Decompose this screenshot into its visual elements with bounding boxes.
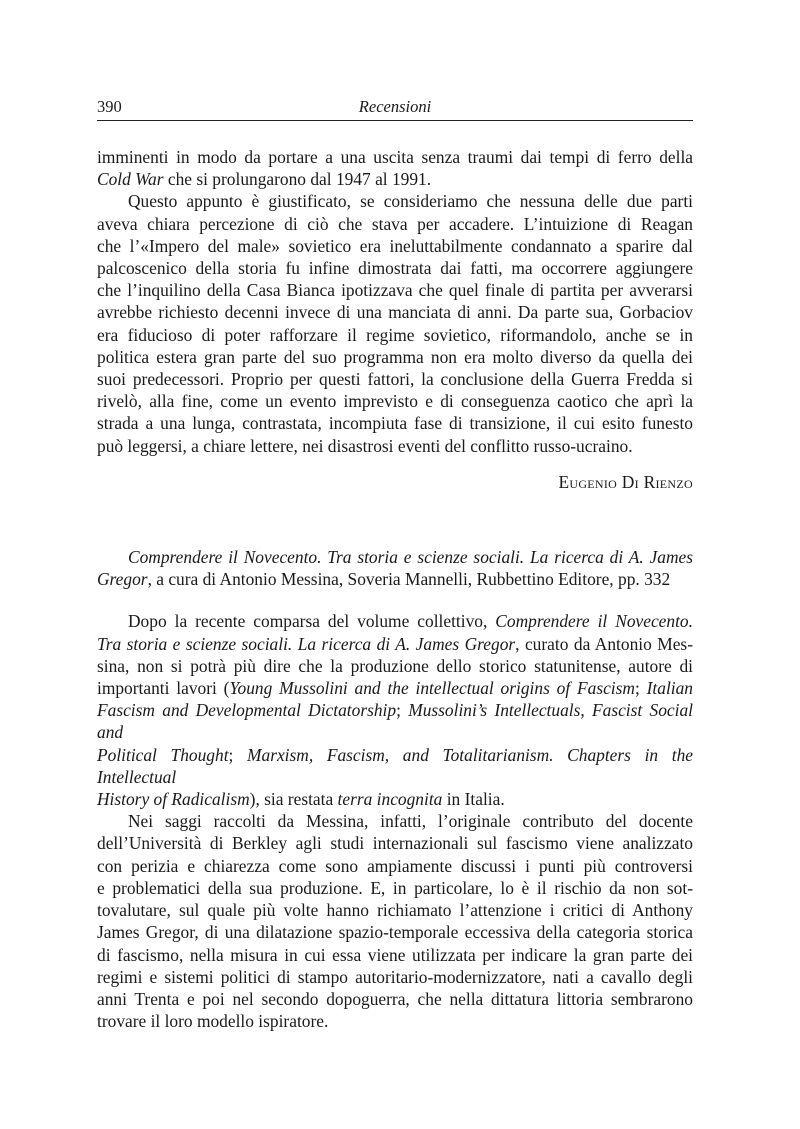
text-line: James Gregor, di una dilatazione spazio-temporale eccessiva della categoria storica (97, 922, 693, 943)
header-rule (97, 120, 693, 121)
text-line: e problematici della sua produzione. E, in particolare, lo è il rischio da non sot- (97, 877, 693, 898)
page-header (97, 97, 693, 119)
text-line: rivelò, alla fine, come un evento imprevisto e di conseguenza caotico che aprì la (97, 391, 693, 412)
book-citation: Comprendere il Novecento. Tra storia e scienze sociali. La ricerca di A. James (128, 547, 693, 568)
running-title: Recensioni (358, 97, 432, 116)
text-line: History of Radicalism), sia restata terra incognita in Italia. (97, 789, 505, 810)
text-line: Dopo la recente comparsa del volume collettivo, Comprendere il Novecento. (128, 611, 693, 632)
text-line: Cold War che si prolungarono dal 1947 al 1991. (97, 169, 432, 190)
text-line: era fiducioso di poter rafforzare il regime sovietico, riformandolo, anche se in (97, 324, 693, 345)
text-line: Questo appunto è giustificato, se consideriamo che nessuna delle due parti (128, 191, 693, 212)
text-line: imminenti in modo da portare a una uscita senza traumi dai tempi di ferro della (97, 147, 693, 167)
text-line: politica estera gran parte del suo programma non era molto diverso da quella dei (97, 346, 693, 367)
text-line: con perizia e chiarezza come sono ampiamente discussi i punti più controversi (97, 855, 693, 876)
text-line: aveva chiara percezione di ciò che stava per accadere. L’intuizione di Reagan (97, 213, 693, 234)
text-line: Political Thought; Marxism, Fascism, and Totalitarianism. Chapters in the Intellectual (97, 744, 694, 787)
text-line: Tra storia e scienze sociali. La ricerca di A. James Gregor, curato da Antonio Mes- (97, 633, 693, 654)
text-line: suoi predecessori. Proprio per questi fattori, la conclusione della Guerra Fredda si (97, 369, 693, 390)
page-body (97, 146, 693, 1032)
text-line: strada a una lunga, contrastata, incompiuta fase di transizione, il cui esito funesto (97, 413, 693, 434)
text-line: avrebbe richiesto decenni invece di una manciata di anni. Da parte sua, Gorbaciov (97, 302, 693, 323)
text-line: che l’inquilino della Casa Bianca ipotizzava che quel finale di partita per avverarsi (97, 280, 693, 301)
page-number: 390 (97, 97, 122, 116)
book-citation: Gregor, a cura di Antonio Messina, Soveria Mannelli, Rubbettino Editore, pp. 332 (97, 569, 671, 590)
text-line: dell’Università di Berkley agli studi internazionali sul fascismo viene analizzato (97, 833, 693, 854)
text-line: di fascismo, nella misura in cui essa viene utilizzata per indicare la gran parte dei (97, 944, 693, 965)
text-line: tovalutare, sul quale più volte hanno richiamato l’attenzione i critici di Anthony (97, 900, 693, 921)
text-line: importanti lavori (Young Mussolini and the intellectual origins of Fascism; Italian (97, 678, 693, 699)
text-line: anni Trenta e poi nel secondo dopoguerra, che nella dittatura littoria sembrarono (97, 988, 693, 1009)
author-signature: Eugenio Di Rienzo (558, 471, 693, 492)
text-line: che l’«Impero del male» sovietico era ineluttabilmente condannato a sparire dal (97, 235, 693, 256)
text-line: palcoscenico della storia fu infine dimostrata dai fatti, ma occorrere aggiungere (97, 258, 693, 279)
text-line: Fascism and Developmental Dictatorship; Mussolini’s Intellectuals, Fascist Social and (97, 700, 693, 743)
text-line: sina, non si potrà più dire che la produzione dello storico statunitense, autore di (97, 655, 693, 676)
text-line: Nei saggi raccolti da Messina, infatti, l’originale contributo del docente (128, 811, 693, 832)
text-line: regimi e sistemi politici di stampo autoritario-modernizzatore, nati a cavallo degli (97, 966, 693, 987)
text-line: può leggersi, a chiare lettere, nei disastrosi eventi del conflitto russo-ucraino. (97, 435, 633, 456)
text-line: trovare il loro modello ispiratore. (97, 1011, 329, 1032)
